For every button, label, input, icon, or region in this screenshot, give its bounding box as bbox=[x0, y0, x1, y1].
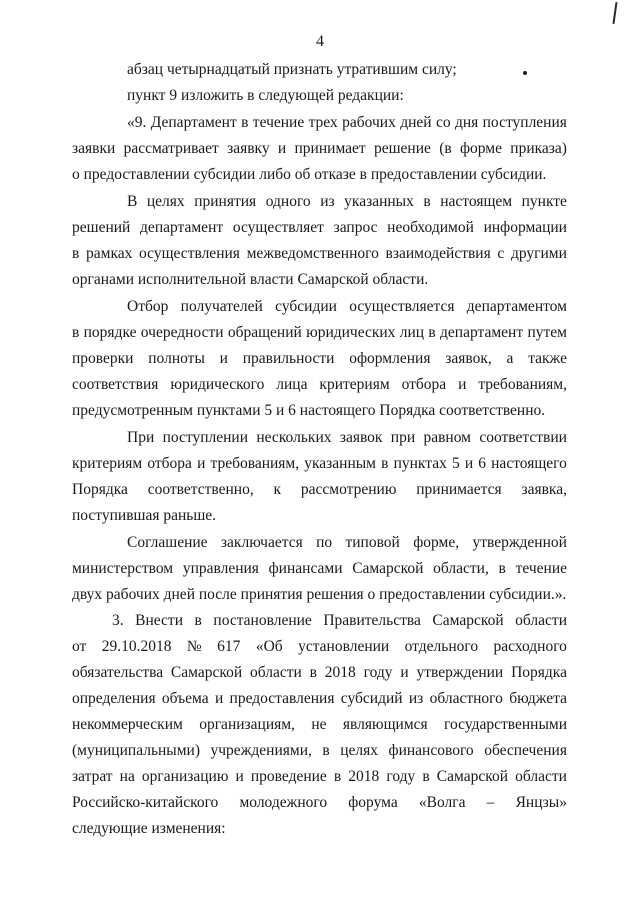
paragraph-8-line-2: от 29.10.2018 № 617 «Об установлении отдельного расходного bbox=[72, 638, 567, 655]
paragraph-3-line-1: «9. Департамент в течение трех рабочих дней со дня поступления bbox=[127, 114, 567, 131]
paragraph-8-line-8: Российско-китайского молодежного форума «Волга – Янцзы» bbox=[72, 794, 567, 811]
paragraph-8-line-1: 3. Внести в постановление Правительства Самарской области bbox=[112, 612, 567, 629]
paragraph-6-line-3: Порядка соответственно, к рассмотрению принимается заявка, bbox=[72, 481, 567, 498]
paragraph-8-line-9: следующие изменения: bbox=[72, 820, 226, 837]
paragraph-6-line-2: критериям отбора и требованиям, указанным в пунктах 5 и 6 настоящего bbox=[72, 455, 567, 472]
paragraph-4-line-4: органами исполнительной власти Самарской области. bbox=[72, 271, 429, 288]
paragraph-5-line-4: соответствия юридического лица критериям отбора и требованиям, bbox=[72, 376, 567, 393]
paragraph-8-line-4: определения объема и предоставления субсидий из областного бюджета bbox=[72, 690, 567, 707]
paragraph-1-line-1: абзац четырнадцатый признать утратившим силу; bbox=[127, 61, 457, 78]
paragraph-4-line-1: В целях принятия одного из указанных в настоящем пункте bbox=[127, 193, 567, 210]
paragraph-6-line-1: При поступлении нескольких заявок при равном соответствии bbox=[127, 429, 567, 446]
paragraph-4-line-3: в рамках осуществления межведомственного взаимодействия с другими bbox=[72, 245, 567, 262]
paragraph-2-line-1: пункт 9 изложить в следующей редакции: bbox=[127, 87, 404, 104]
paragraph-4-line-2: решений департамент осуществляет запрос необходимой информации bbox=[72, 219, 567, 236]
paragraph-8-line-5: некоммерческим организациям, не являющимся государственными bbox=[72, 716, 567, 733]
paragraph-8-line-3: обязательства Самарской области в 2018 году и утверждении Порядка bbox=[72, 664, 567, 681]
paragraph-8-line-7: затрат на организацию и проведение в 2018 году в Самарской области bbox=[72, 768, 567, 785]
paragraph-5-line-2: в порядке очередности обращений юридических лиц в департамент путем bbox=[72, 324, 567, 341]
paragraph-7-line-3: двух рабочих дней после принятия решения о предоставлении субсидии.». bbox=[72, 586, 567, 603]
paragraph-3-line-3: о предоставлении субсидии либо об отказе в предоставлении субсидии. bbox=[72, 166, 547, 183]
paragraph-5-line-5: предусмотренным пунктами 5 и 6 настоящего Порядка соответственно. bbox=[72, 402, 546, 419]
scan-dot bbox=[523, 71, 527, 75]
paragraph-8-line-6: (муниципальными) учреждениями, в целях финансового обеспечения bbox=[72, 742, 567, 759]
paragraph-7-line-1: Соглашение заключается по типовой форме, утвержденной bbox=[127, 534, 567, 551]
scan-mark bbox=[612, 2, 617, 24]
paragraph-6-line-4: поступившая раньше. bbox=[72, 507, 217, 524]
paragraph-3-line-2: заявки рассматривает заявку и принимает решение (в форме приказа) bbox=[72, 140, 567, 157]
paragraph-5-line-3: проверки полноты и правильности оформления заявок, а также bbox=[72, 350, 567, 367]
paragraph-7-line-2: министерством управления финансами Самарской области, в течение bbox=[72, 560, 567, 577]
paragraph-5-line-1: Отбор получателей субсидии осуществляется департаментом bbox=[127, 298, 567, 315]
page-number: 4 bbox=[316, 33, 324, 50]
